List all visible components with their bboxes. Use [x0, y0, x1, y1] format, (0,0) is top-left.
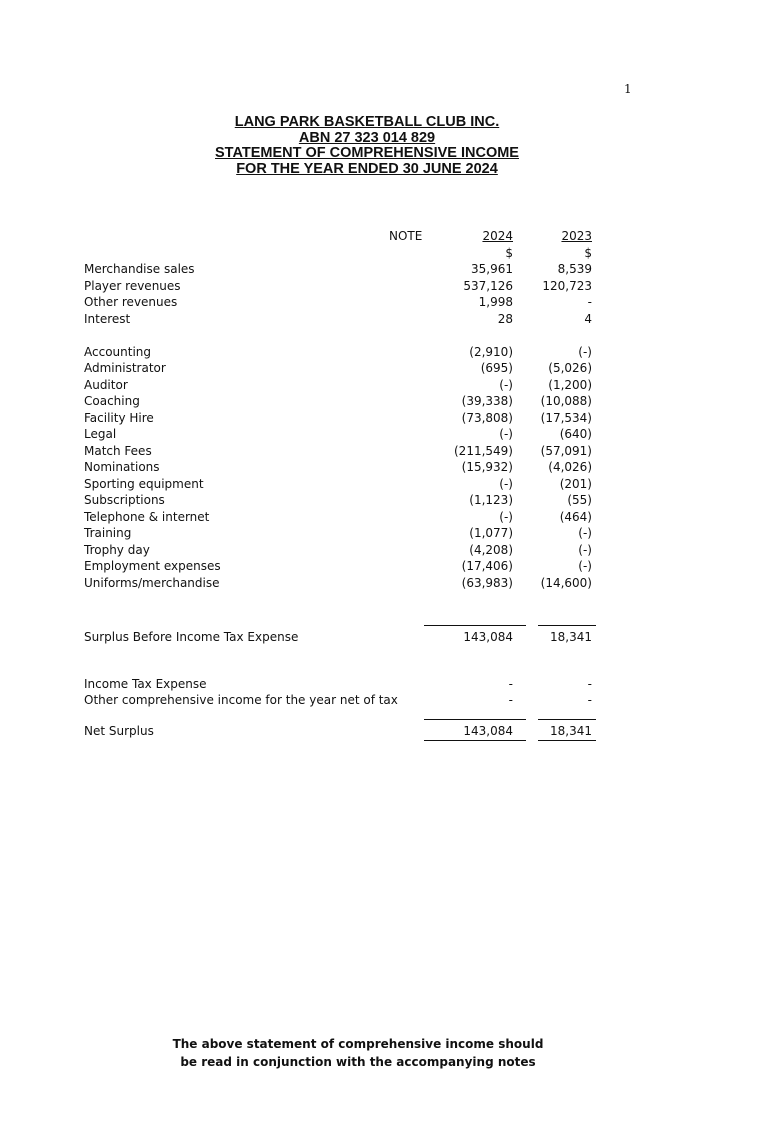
header-row	[84, 228, 604, 245]
revenue-row	[84, 278, 604, 295]
expense-row	[84, 344, 604, 361]
total-rule	[84, 713, 604, 723]
expense-row	[84, 410, 604, 427]
row-label: Match Fees	[84, 443, 152, 458]
statement-name: STATEMENT OF COMPREHENSIVE INCOME	[215, 145, 519, 161]
income-statement-table	[84, 228, 604, 743]
value-2024: (695)	[480, 361, 513, 375]
row-label: Coaching	[84, 394, 140, 408]
revenue-row	[84, 261, 604, 278]
expense-row	[84, 426, 604, 443]
row-label: Subscriptions	[84, 493, 165, 507]
row-label: Net Surplus	[84, 723, 154, 738]
row-label: Other comprehensive income for the year net of tax	[84, 693, 398, 707]
row-label: Accounting	[84, 344, 152, 359]
row-label: Administrator	[84, 361, 166, 375]
expense-row	[84, 492, 604, 509]
value-2023: -	[587, 676, 592, 691]
footer-line-2: be read in conjunction with the accompanying notes	[180, 1055, 536, 1069]
club-name: LANG PARK BASKETBALL CLUB INC.	[234, 114, 500, 130]
value-2024: (1,123)	[469, 493, 513, 507]
value-2023: (14,600)	[540, 575, 592, 590]
revenue-row	[84, 311, 604, 328]
tax-section	[84, 676, 604, 709]
value-2023: (201)	[559, 476, 592, 491]
value-2023: (-)	[578, 526, 592, 540]
abn: ABN 27 323 014 829	[298, 129, 436, 146]
row-label: Trophy day	[84, 542, 150, 557]
expense-row	[84, 393, 604, 410]
value-2023: -	[587, 295, 592, 309]
row-label: Other revenues	[84, 295, 178, 309]
statement-title	[0, 115, 734, 177]
value-2023: 18,341	[550, 630, 592, 644]
value-2023: (4,026)	[548, 460, 592, 474]
row-label: Income Tax Expense	[84, 676, 207, 691]
value-2024: (-)	[499, 476, 513, 491]
row-label: Legal	[84, 427, 117, 441]
value-2024: (1,077)	[469, 526, 513, 540]
expense-row	[84, 360, 604, 377]
expense-row	[84, 525, 604, 542]
row-label: Uniforms/merchandise	[84, 575, 220, 590]
value-2024: -	[508, 676, 513, 691]
page-number: 1	[624, 82, 632, 96]
revenue-row	[84, 294, 604, 311]
value-2023: 8,539	[557, 262, 592, 276]
value-2023: (17,534)	[540, 410, 592, 425]
row-label: Merchandise sales	[84, 262, 195, 276]
expense-section	[84, 344, 604, 592]
value-2023: (464)	[559, 509, 592, 524]
value-2023: 120,723	[542, 278, 592, 293]
subtotal-rule	[84, 619, 604, 629]
value-2024: 1,998	[478, 295, 513, 309]
expense-row	[84, 509, 604, 526]
value-2023: -	[587, 693, 592, 707]
expense-row	[84, 575, 604, 592]
year-prior-header: 2023	[561, 229, 592, 243]
value-2024: -	[508, 693, 513, 707]
expense-row	[84, 459, 604, 476]
value-2023: (-)	[578, 344, 592, 359]
expense-row	[84, 558, 604, 575]
row-label: Employment expenses	[84, 559, 221, 573]
row-label: Telephone & internet	[84, 509, 210, 524]
net-surplus-underline	[84, 739, 604, 743]
currency-current: $	[505, 245, 513, 260]
value-2024: (39,338)	[461, 394, 513, 408]
row-label: Facility Hire	[84, 410, 154, 425]
row-label: Player revenues	[84, 278, 181, 293]
value-2024: 143,084	[463, 630, 513, 644]
note-header: NOTE	[389, 229, 423, 243]
currency-prior: $	[584, 245, 592, 260]
value-2024: (4,208)	[469, 542, 513, 557]
value-2023: (1,200)	[548, 377, 592, 392]
currency-row	[84, 245, 604, 262]
value-2023: (55)	[567, 493, 592, 507]
value-2024: 35,961	[471, 262, 513, 276]
value-2024: (-)	[499, 377, 513, 392]
row-label: Training	[84, 526, 132, 540]
value-2024: (2,910)	[469, 344, 513, 359]
value-2024: 143,084	[463, 723, 513, 738]
row-label: Interest	[84, 311, 131, 326]
row-label: Sporting equipment	[84, 476, 204, 491]
value-2023: (640)	[559, 427, 592, 441]
value-2023: (5,026)	[548, 361, 592, 375]
value-2024: 537,126	[463, 278, 513, 293]
value-2024: (-)	[499, 509, 513, 524]
row-label: Surplus Before Income Tax Expense	[84, 630, 299, 644]
expense-row	[84, 542, 604, 559]
value-2023: (57,091)	[540, 443, 592, 458]
value-2024: (17,406)	[461, 559, 513, 573]
footer-note	[0, 1035, 716, 1071]
value-2024: (211,549)	[454, 443, 513, 458]
surplus-before-tax-row	[84, 629, 604, 646]
expense-row	[84, 476, 604, 493]
period: FOR THE YEAR ENDED 30 JUNE 2024	[236, 160, 498, 177]
tax-row	[84, 692, 604, 709]
expense-row	[84, 443, 604, 460]
row-label: Nominations	[84, 460, 160, 474]
value-2023: (10,088)	[540, 394, 592, 408]
net-surplus-row	[84, 723, 604, 740]
expense-row	[84, 377, 604, 394]
value-2024: (63,983)	[461, 575, 513, 590]
value-2024: (15,932)	[461, 460, 513, 474]
tax-row	[84, 676, 604, 693]
value-2023: (-)	[578, 542, 592, 557]
value-2024: 28	[497, 311, 513, 326]
revenue-section	[84, 261, 604, 327]
value-2023: 4	[584, 311, 592, 326]
value-2023: 18,341	[550, 723, 592, 738]
row-label: Auditor	[84, 377, 128, 392]
value-2024: (73,808)	[461, 410, 513, 425]
value-2023: (-)	[578, 559, 592, 573]
value-2024: (-)	[499, 427, 513, 441]
footer-line-1: The above statement of comprehensive income should	[172, 1037, 544, 1051]
year-current-header: 2024	[482, 229, 513, 243]
